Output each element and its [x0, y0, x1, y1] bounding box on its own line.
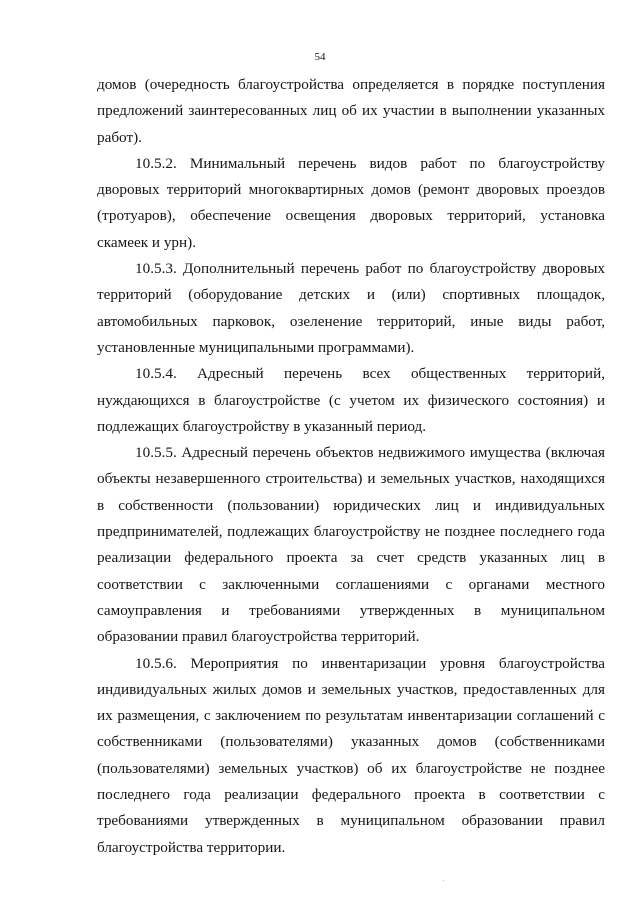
paragraph-10-5-2: 10.5.2. Минимальный перечень видов работ по благоустройству дворовых территорий многоквартирных домов (ремонт дворовых проездов (тротуаров), обеспечение освещения дворовых территорий, установка скамеек и урн).: [97, 154, 605, 251]
paragraph-continuation: домов (очередность благоустройства определяется в порядке поступления предложений заинтересованных лиц об их участии в выполнении указанных работ).: [97, 76, 605, 146]
document-body: [97, 72, 605, 861]
paragraph-10-5-4: 10.5.4. Адресный перечень всех общественных территорий, нуждающихся в благоустройстве (с учетом их физического состояния) и подлежащих благоустройству в указанный период.: [97, 365, 605, 435]
paragraph-10-5-5: 10.5.5. Адресный перечень объектов недвижимого имущества (включая объекты незавершенного строительства) и земельных участков, находящихся в собственности (пользовании) юридических лиц и индивидуальных предпринимателей, подлежащих благоустройству не позднее последнего года реализации федерального проекта за счет средств указанных лиц в соответствии с заключенными соглашениями с органами местного самоуправления и требованиями утвержденных в муниципальном образовании правил благоустройства территорий.: [97, 444, 605, 646]
paragraph-10-5-3: 10.5.3. Дополнительный перечень работ по благоустройству дворовых территорий (оборудование детских и (или) спортивных площадок, автомобильных парковок, озеленение территорий, иные виды работ, установленные муниципальными программами).: [97, 260, 605, 356]
scan-artifact: [443, 880, 444, 881]
page-number: 54: [314, 51, 326, 63]
paragraph-10-5-6: 10.5.6. Мероприятия по инвентаризации уровня благоустройства индивидуальных жилых домов и земельных участков, предоставленных для их размещения, с заключением по результатам инвентаризации соглашений с собственниками (пользователями) указанных домов (собственниками (пользователями) земельных участков) об их благоустройстве не позднее последнего года реализации федерального проекта в соответствии с требованиями утвержденных в муниципальном образовании правил благоустройства территории.: [97, 654, 605, 856]
